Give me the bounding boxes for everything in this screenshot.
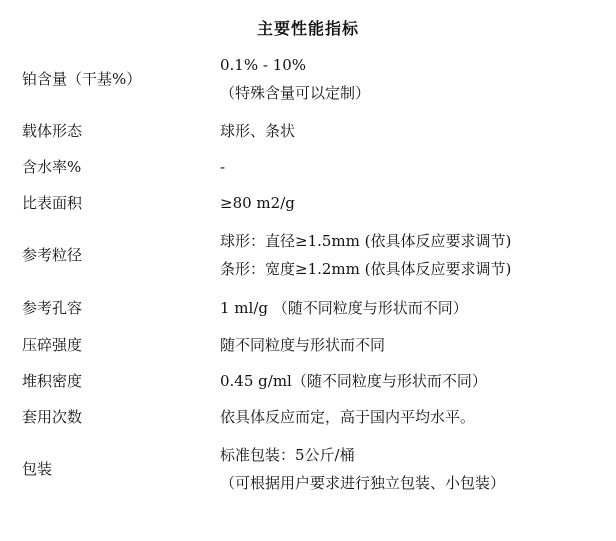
value-line: ≥80 m2/g — [220, 194, 295, 213]
row-label: 参考孔容 — [22, 299, 83, 318]
value-line: 0.1% - 10% — [220, 56, 307, 75]
value-line: 球形：直径≥1.5mm (依具体反应要求调节) — [220, 232, 512, 251]
value-line: 随不同粒度与形状而不同 — [220, 336, 386, 355]
row-label: 参考粒径 — [22, 246, 83, 265]
table-row — [22, 222, 602, 290]
row-value — [220, 46, 602, 114]
row-value — [220, 436, 602, 504]
row-value — [220, 400, 602, 436]
value-line: （特殊含量可以定制） — [220, 84, 371, 102]
table-row — [22, 400, 602, 436]
row-label: 载体形态 — [22, 122, 83, 141]
row-value — [220, 364, 602, 400]
page-title: 主要性能指标 — [256, 19, 359, 38]
value-line: 1 ml/g （随不同粒度与形状而不同） — [220, 299, 468, 318]
table-row — [22, 364, 602, 400]
value-line: 标准包装：5公斤/桶 — [220, 446, 355, 465]
row-label: 压碎强度 — [22, 336, 83, 355]
row-value — [220, 114, 602, 150]
row-label: 比表面积 — [22, 194, 83, 213]
specs-table — [22, 46, 602, 504]
row-value — [220, 186, 602, 222]
row-label: 铂含量（干基%） — [22, 70, 142, 89]
table-row — [22, 46, 602, 114]
row-label: 含水率% — [22, 158, 82, 177]
row-label: 套用次数 — [22, 408, 83, 427]
table-row — [22, 328, 602, 364]
table-row — [22, 436, 602, 504]
value-line: 球形、条状 — [220, 122, 296, 141]
row-value — [220, 290, 602, 328]
row-value — [220, 328, 602, 364]
table-row — [22, 186, 602, 222]
row-value — [220, 150, 602, 186]
value-line: （可根据用户要求进行独立包装、小包装） — [220, 474, 506, 492]
value-line: 0.45 g/ml（随不同粒度与形状而不同） — [220, 372, 487, 391]
value-line: 条形：宽度≥1.2mm (依具体反应要求调节) — [220, 260, 512, 278]
table-row — [22, 290, 602, 328]
table-row — [22, 114, 602, 150]
table-row — [22, 150, 602, 186]
row-label: 堆积密度 — [22, 372, 83, 391]
value-line: - — [220, 158, 226, 177]
row-label: 包装 — [22, 460, 53, 479]
value-line: 依具体反应而定，高于国内平均水平。 — [220, 408, 476, 427]
row-value — [220, 222, 602, 290]
